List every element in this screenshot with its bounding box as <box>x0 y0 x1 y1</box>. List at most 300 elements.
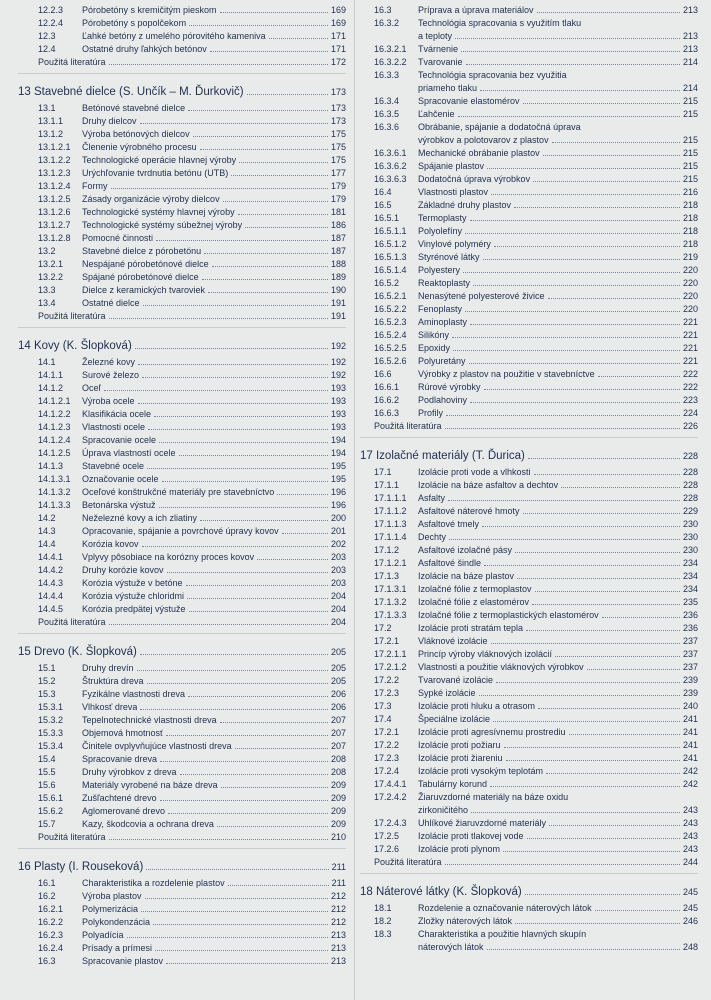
toc-entry <box>18 942 346 955</box>
entry-page-number: 205 <box>330 676 346 686</box>
toc-entry <box>360 17 698 30</box>
entry-page-number: 216 <box>682 187 698 197</box>
entry-page-number: 181 <box>330 207 346 217</box>
toc-entry <box>18 115 346 128</box>
toc-entry <box>360 147 698 160</box>
entry-number: 16.3.2.2 <box>374 57 407 67</box>
toc-entry <box>18 916 346 929</box>
entry-page-number: 209 <box>330 819 346 829</box>
dot-leader <box>515 921 680 924</box>
entry-number: 15.2 <box>38 676 56 686</box>
entry-title: Izolačné fólie z elastomérov <box>418 597 530 607</box>
toc-entry <box>360 928 698 941</box>
entry-title: Zásady organizácie výroby dielcov <box>82 194 220 204</box>
entry-number: 16.5.2.6 <box>374 356 407 366</box>
chapter-separator <box>18 327 346 328</box>
dot-leader <box>146 867 328 870</box>
toc-entry <box>18 499 346 512</box>
toc-entry <box>360 596 698 609</box>
entry-page-number: 236 <box>682 623 698 633</box>
dot-leader <box>455 36 680 39</box>
toc-entry <box>360 843 698 856</box>
entry-number: 16.2.4 <box>38 943 64 953</box>
entry-number: 13.1.2.6 <box>38 207 71 217</box>
dot-leader <box>552 140 680 143</box>
dot-leader <box>449 537 680 540</box>
entry-number: 13.1.2.1 <box>38 142 71 152</box>
entry-page-number: 173 <box>330 116 346 126</box>
toc-entry <box>360 817 698 830</box>
entry-title-continuation: náterových látok <box>418 942 484 952</box>
dot-leader <box>549 823 680 826</box>
entry-page-number: 215 <box>682 109 698 119</box>
toc-entry <box>18 271 346 284</box>
entry-page-number: 242 <box>682 766 698 776</box>
dot-leader <box>155 948 328 951</box>
entry-page-number: 194 <box>330 435 346 445</box>
dot-leader <box>153 922 328 925</box>
dot-leader <box>109 316 328 319</box>
dot-leader <box>109 62 328 65</box>
entry-number: 16.3.6.3 <box>374 174 407 184</box>
dot-leader <box>465 309 680 312</box>
entry-number: 17.1 <box>374 467 392 477</box>
entry-number: 17.2.2 <box>374 740 400 750</box>
entry-number: 16.1 <box>38 878 56 888</box>
dot-leader <box>104 388 328 391</box>
dot-leader <box>515 550 680 553</box>
entry-title: Použitá literatúra <box>38 617 106 627</box>
dot-leader <box>140 707 328 710</box>
entry-page-number: 215 <box>682 174 698 184</box>
entry-number: 13.1.2.4 <box>38 181 71 191</box>
chapter-title: 16 Plasty (I. Rouseková) <box>18 861 144 873</box>
toc-column-left <box>18 4 346 968</box>
entry-number: 17.1.2 <box>374 545 400 555</box>
toc-entry <box>360 368 698 381</box>
entry-number: 16.2 <box>38 891 56 901</box>
entry-page-number: 213 <box>330 943 346 953</box>
dot-leader <box>503 849 680 852</box>
chapter-title: 14 Kovy (K. Šlopková) <box>18 340 132 352</box>
entry-title: Uhlíkové žiaruvzdorné materiály <box>418 818 547 828</box>
dot-leader <box>479 693 680 696</box>
chapter-separator <box>360 873 698 874</box>
dot-leader <box>506 758 680 761</box>
dot-leader <box>140 652 328 655</box>
toc-entry <box>18 369 346 382</box>
dot-leader <box>111 186 328 189</box>
dot-leader <box>526 628 680 631</box>
entry-page-number: 246 <box>682 916 698 926</box>
entry-title: Princíp výroby vláknových izolácií <box>418 649 553 659</box>
entry-title: Výrobky z plastov na použitie v stavebníctve <box>418 369 595 379</box>
entry-number: 17.1.1 <box>374 480 400 490</box>
dot-leader <box>446 413 680 416</box>
entry-number: 16.5.1.1 <box>374 226 407 236</box>
dot-leader <box>235 746 328 749</box>
entry-page-number: 169 <box>330 5 346 15</box>
entry-number: 15.5 <box>38 767 56 777</box>
entry-number: 15.6.1 <box>38 793 64 803</box>
toc-entry <box>18 206 346 219</box>
column-divider <box>354 0 355 1000</box>
chapter-separator <box>360 437 698 438</box>
dot-leader <box>448 498 680 501</box>
toc-entry <box>18 701 346 714</box>
entry-page-number: 179 <box>330 181 346 191</box>
entry-number: 14.1.3 <box>38 461 64 471</box>
entry-page-number: 226 <box>682 421 698 431</box>
entry-page-number: 220 <box>682 304 698 314</box>
entry-title: Technologické systémy súbežnej výroby <box>82 220 243 230</box>
dot-leader <box>127 935 328 938</box>
toc-entry <box>18 590 346 603</box>
entry-title: Izolácie proti vysokým teplotám <box>418 766 544 776</box>
chapter-page-number: 245 <box>682 887 698 897</box>
entry-page-number: 191 <box>330 311 346 321</box>
entry-number: 17.2 <box>374 623 392 633</box>
dot-leader <box>109 837 328 840</box>
entry-page-number: 228 <box>682 480 698 490</box>
entry-number: 13.1.1 <box>38 116 64 126</box>
entry-title: Členenie výrobného procesu <box>82 142 197 152</box>
dot-leader <box>469 361 680 364</box>
dot-leader <box>257 557 328 560</box>
toc-entry <box>18 818 346 831</box>
entry-title: Tvarované izolácie <box>418 675 494 685</box>
entry-page-number: 192 <box>330 370 346 380</box>
entry-title: Špeciálne izolácie <box>418 714 491 724</box>
dot-leader <box>517 576 680 579</box>
entry-number: 17.2.4.2 <box>374 792 407 802</box>
dot-leader <box>147 681 328 684</box>
entry-number: 13.1 <box>38 103 56 113</box>
entry-page-number: 237 <box>682 636 698 646</box>
entry-title: Stavebné dielce z pórobetónu <box>82 246 202 256</box>
toc-entry <box>18 154 346 167</box>
entry-number: 16.5.1 <box>374 213 400 223</box>
entry-page-number: 193 <box>330 409 346 419</box>
dot-leader <box>200 518 328 521</box>
dot-leader <box>602 615 680 618</box>
entry-page-number: 213 <box>682 31 698 41</box>
dot-leader <box>217 824 328 827</box>
entry-page-number: 189 <box>330 272 346 282</box>
toc-entry <box>360 518 698 531</box>
entry-number: 17.1.3 <box>374 571 400 581</box>
dot-leader <box>269 36 328 39</box>
toc-entry <box>18 167 346 180</box>
toc-entry <box>360 752 698 765</box>
entry-title: Technológia spracovania bez využitia <box>418 70 567 80</box>
chapter-title: 15 Drevo (K. Šlopková) <box>18 646 137 658</box>
entry-number: 13.2 <box>38 246 56 256</box>
toc-entry <box>360 622 698 635</box>
entry-page-number: 235 <box>682 597 698 607</box>
entry-title: Ostatné druhy ľahkých betónov <box>82 44 207 54</box>
entry-number: 14.1.1 <box>38 370 64 380</box>
dot-leader <box>494 244 680 247</box>
entry-title: Tvárnenie <box>418 44 459 54</box>
entry-number: 15.4 <box>38 754 56 764</box>
toc-entry <box>18 805 346 818</box>
entry-page-number: 243 <box>682 818 698 828</box>
entry-title: Výroba plastov <box>82 891 142 901</box>
entry-number: 16.5.2.5 <box>374 343 407 353</box>
entry-title: Spájané pórobetónové dielce <box>82 272 199 282</box>
dot-leader <box>140 121 328 124</box>
entry-title: Druhy drevín <box>82 663 134 673</box>
entry-number: 13.1.2.8 <box>38 233 71 243</box>
entry-title: Obrábanie, spájanie a dodatočná úprava <box>418 122 581 132</box>
toc-entry <box>360 713 698 726</box>
entry-title: Asfaltové tmely <box>418 519 480 529</box>
entry-number: 17.2.4.3 <box>374 818 407 828</box>
toc-entry <box>18 714 346 727</box>
dot-leader <box>220 720 328 723</box>
entry-page-number: 237 <box>682 649 698 659</box>
dot-leader <box>487 947 680 950</box>
entry-number: 15.1 <box>38 663 56 673</box>
entry-page-number: 201 <box>330 526 346 536</box>
toc-entry <box>360 43 698 56</box>
toc-entry <box>360 160 698 173</box>
toc-entry <box>360 492 698 505</box>
chapter-page-number: 205 <box>330 647 346 657</box>
entry-number: 16.3 <box>38 956 56 966</box>
dot-leader <box>189 609 328 612</box>
toc-entry <box>18 577 346 590</box>
entry-page-number: 213 <box>682 5 698 15</box>
entry-title: Vlastnosti a použitie vláknových výrobkov <box>418 662 584 672</box>
dot-leader <box>282 531 328 534</box>
entry-number: 16.3.6 <box>374 122 400 132</box>
toc-entry <box>18 356 346 369</box>
entry-title: Termoplasty <box>418 213 467 223</box>
entry-number: 18.1 <box>374 903 392 913</box>
entry-title: Spájanie plastov <box>418 161 485 171</box>
entry-page-number: 196 <box>330 500 346 510</box>
toc-entry <box>18 473 346 486</box>
entry-number: 16.6.3 <box>374 408 400 418</box>
toc-entry <box>18 551 346 564</box>
entry-title: Korózia predpätej výstuže <box>82 604 186 614</box>
entry-title: Izolácie proti vode a vlhkosti <box>418 467 531 477</box>
toc-entry <box>18 219 346 232</box>
entry-page-number: 175 <box>330 155 346 165</box>
dot-leader <box>514 205 680 208</box>
entry-number: 16.5.1.2 <box>374 239 407 249</box>
toc-entry <box>18 779 346 792</box>
entry-page-number: 213 <box>330 956 346 966</box>
toc-entry <box>360 915 698 928</box>
entry-number: 16.3.6.1 <box>374 148 407 158</box>
toc-entry <box>18 512 346 525</box>
entry-number: 17.4 <box>374 714 392 724</box>
chapter-page-number: 228 <box>682 451 698 461</box>
entry-page-number: 179 <box>330 194 346 204</box>
toc-entry <box>18 662 346 675</box>
dot-leader <box>537 10 680 13</box>
entry-page-number: 175 <box>330 129 346 139</box>
entry-title: Charakteristika a rozdelenie plastov <box>82 878 225 888</box>
entry-number: 17.1.2.1 <box>374 558 407 568</box>
entry-page-number: 206 <box>330 689 346 699</box>
entry-title: Surové železo <box>82 370 140 380</box>
dot-leader <box>546 771 680 774</box>
entry-title: Vlastnosti plastov <box>418 187 489 197</box>
entry-page-number: 208 <box>330 767 346 777</box>
dot-leader <box>504 745 680 748</box>
dot-leader <box>167 570 328 573</box>
dot-leader <box>473 283 680 286</box>
dot-leader <box>493 719 680 722</box>
entry-title: Polyadícia <box>82 930 124 940</box>
toc-entry-continuation <box>360 30 698 43</box>
entry-page-number: 193 <box>330 383 346 393</box>
entry-number: 17.2.1.1 <box>374 649 407 659</box>
entry-number: 17.2.5 <box>374 831 400 841</box>
entry-title: Tepelnotechnické vlastnosti dreva <box>82 715 217 725</box>
entry-page-number: 204 <box>330 617 346 627</box>
dot-leader <box>465 231 680 234</box>
entry-number: 16.6 <box>374 369 392 379</box>
entry-page-number: 191 <box>330 298 346 308</box>
entry-title: Žiaruvzdorné materiály na báze oxidu <box>418 792 569 802</box>
toc-entry <box>360 69 698 82</box>
entry-title: Betónové stavebné dielce <box>82 103 186 113</box>
toc-entry <box>18 753 346 766</box>
entry-title: Nespájané pórobetónové dielce <box>82 259 209 269</box>
toc-entry-references <box>18 310 346 323</box>
entry-title: Zložky náterových látok <box>418 916 513 926</box>
entry-number: 15.3.2 <box>38 715 64 725</box>
entry-number: 17.1.1.3 <box>374 519 407 529</box>
toc-entry <box>18 955 346 968</box>
toc-entry <box>18 564 346 577</box>
entry-title: Vinylové polyméry <box>418 239 491 249</box>
dot-leader <box>166 733 328 736</box>
toc-entry <box>360 290 698 303</box>
dot-leader <box>160 798 328 801</box>
entry-number: 17.2.3 <box>374 688 400 698</box>
dot-leader <box>470 218 680 221</box>
entry-page-number: 208 <box>330 754 346 764</box>
dot-leader <box>137 668 328 671</box>
entry-page-number: 194 <box>330 448 346 458</box>
dot-leader <box>193 134 328 137</box>
entry-number: 17.2.1.2 <box>374 662 407 672</box>
entry-number: 13.1.2.3 <box>38 168 71 178</box>
entry-page-number: 243 <box>682 844 698 854</box>
entry-number: 16.5.1.3 <box>374 252 407 262</box>
dot-leader <box>188 108 328 111</box>
toc-entry <box>18 447 346 460</box>
entry-title: Ľahké betóny z umelého pórovitého kameniva <box>82 31 266 41</box>
toc-entry <box>18 297 346 310</box>
entry-title: Ľahčenie <box>418 109 455 119</box>
dot-leader <box>466 62 680 65</box>
entry-page-number: 221 <box>682 356 698 366</box>
dot-leader <box>166 961 328 964</box>
dot-leader <box>523 101 680 104</box>
entry-page-number: 221 <box>682 317 698 327</box>
toc-entry <box>360 726 698 739</box>
entry-title: Opracovanie, spájanie a povrchové úpravy kovov <box>82 526 279 536</box>
dot-leader <box>533 179 680 182</box>
entry-page-number: 188 <box>330 259 346 269</box>
entry-page-number: 234 <box>682 558 698 568</box>
toc-entry <box>18 903 346 916</box>
entry-title: Polyuretány <box>418 356 466 366</box>
entry-number: 15.7 <box>38 819 56 829</box>
entry-number: 14.1.2.5 <box>38 448 71 458</box>
entry-page-number: 209 <box>330 806 346 816</box>
entry-page-number: 207 <box>330 741 346 751</box>
entry-title: Podlahoviny <box>418 395 468 405</box>
dot-leader <box>538 706 680 709</box>
dot-leader <box>452 335 680 338</box>
toc-entry <box>18 486 346 499</box>
entry-number: 16.5.2.2 <box>374 304 407 314</box>
entry-page-number: 210 <box>330 832 346 842</box>
entry-page-number: 187 <box>330 246 346 256</box>
entry-number: 16.3 <box>374 5 392 15</box>
entry-page-number: 203 <box>330 578 346 588</box>
dot-leader <box>142 375 328 378</box>
dot-leader <box>470 400 680 403</box>
toc-entry <box>18 890 346 903</box>
entry-title: Použitá literatúra <box>38 311 106 321</box>
entry-number: 16.5.1.4 <box>374 265 407 275</box>
entry-number: 16.6.2 <box>374 395 400 405</box>
toc-entry <box>18 245 346 258</box>
entry-number: 14.3 <box>38 526 56 536</box>
toc-entry <box>18 929 346 942</box>
entry-page-number: 234 <box>682 571 698 581</box>
entry-title: Fenoplasty <box>418 304 463 314</box>
entry-number: 13.1.2.5 <box>38 194 71 204</box>
entry-title-continuation: výrobkov a polotovarov z plastov <box>418 135 549 145</box>
toc-entry <box>18 232 346 245</box>
dot-leader <box>189 23 328 26</box>
toc-entry <box>18 180 346 193</box>
entry-number: 16.3.5 <box>374 109 400 119</box>
entry-page-number: 190 <box>330 285 346 295</box>
toc-entry <box>360 329 698 342</box>
toc-entry <box>360 544 698 557</box>
toc-entry <box>360 277 698 290</box>
chapter-heading <box>18 338 346 354</box>
entry-page-number: 224 <box>682 408 698 418</box>
entry-number: 16.2.2 <box>38 917 64 927</box>
entry-page-number: 221 <box>682 343 698 353</box>
entry-title: Aglomerované drevo <box>82 806 166 816</box>
toc-entry <box>360 173 698 186</box>
dot-leader <box>458 114 680 117</box>
entry-page-number: 172 <box>330 57 346 67</box>
entry-title: Klasifikácia ocele <box>82 409 152 419</box>
entry-number: 15.6.2 <box>38 806 64 816</box>
toc-entry <box>360 791 698 804</box>
toc-entry <box>360 108 698 121</box>
dot-leader <box>159 505 328 508</box>
entry-page-number: 234 <box>682 584 698 594</box>
entry-number: 14.1.2.2 <box>38 409 71 419</box>
entry-title: Tabulárny korund <box>418 779 488 789</box>
entry-title: Izolácie proti požiaru <box>418 740 501 750</box>
